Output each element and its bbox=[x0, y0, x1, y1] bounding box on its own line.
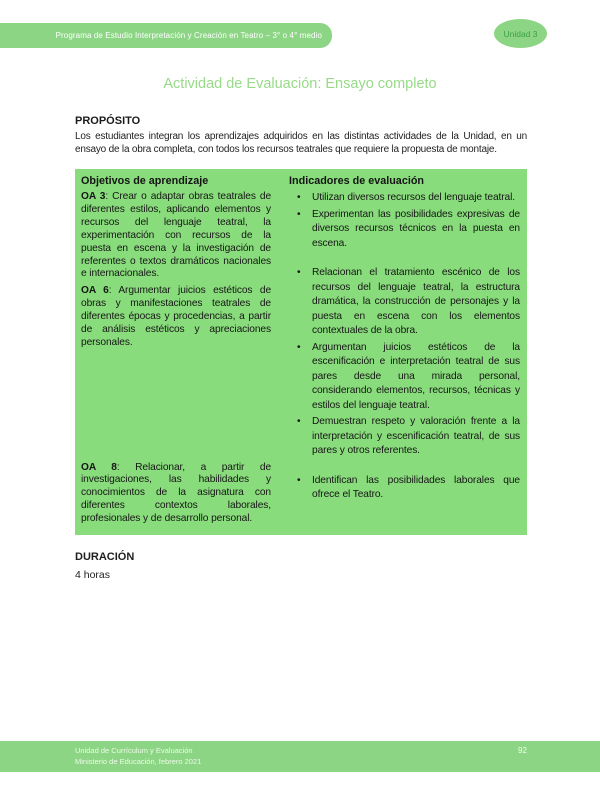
proposito-body: Los estudiantes integran los aprendizajes adquiridos en las distintas actividades de la Unidad, en un ensayo de la obra completa, con todos los recursos teatrales que requiere la propuesta de montaje. bbox=[75, 131, 527, 156]
oa3-text: : Crear o adaptar obras teatrales de diferentes estilos, aplicando elementos y recursos del lenguaje teatral, la experimentación con recursos de la puesta en escena y la investigación de referentes o textos dramáticos nacionales e internacionales. bbox=[81, 191, 272, 280]
oa6-text: : Argumentar juicios estéticos de obras y manifestaciones teatrales de diferentes épocas y procedencias, a partir de análisis estéticos y apreciaciones personales. bbox=[81, 285, 272, 348]
objectives-indicators-table bbox=[75, 169, 527, 534]
indicator-text: Argumentan juicios estéticos de la escenificación e interpretación teatral de sus pares desde una mirada personal, considerando elementos, recursos, técnicas y estilos del lenguaje teatral. bbox=[312, 341, 520, 411]
objective-oa3 bbox=[81, 191, 271, 281]
footer-bar bbox=[0, 741, 600, 772]
footer-line2: Ministerio de Educación, febrero 2021 bbox=[75, 757, 202, 767]
page-number: 92 bbox=[518, 746, 527, 755]
indicators-column bbox=[280, 169, 527, 534]
bullet-icon bbox=[297, 415, 312, 458]
bullet-icon bbox=[297, 191, 312, 205]
objective-oa8 bbox=[81, 462, 271, 526]
bullet-icon bbox=[297, 474, 312, 503]
duracion-value: 4 horas bbox=[75, 568, 111, 581]
unit-badge bbox=[494, 19, 547, 48]
oa3-label: OA 3 bbox=[81, 191, 106, 203]
indicator-item bbox=[289, 208, 520, 251]
oa8-text: : Relacionar, a partir de investigaciones, las habilidades y conocimientos de la asignatura con diferentes contextos laborales, profesionales y de desarrollo personal. bbox=[81, 461, 272, 524]
indicator-text: Utilizan diversos recursos del lenguaje teatral. bbox=[312, 192, 516, 204]
objectives-column bbox=[75, 169, 280, 534]
footer-credits bbox=[75, 745, 201, 768]
oa6-label: OA 6 bbox=[81, 285, 109, 297]
footer-line1: Unidad de Currículum y Evaluación bbox=[75, 746, 193, 755]
objective-oa6 bbox=[81, 285, 271, 349]
indicator-item bbox=[289, 266, 520, 338]
indicator-text: Experimentan las posibilidades expresivas de diversos recursos técnicos en la puesta en escena. bbox=[312, 208, 520, 249]
proposito-heading: PROPÓSITO bbox=[75, 115, 141, 127]
objectives-column-header: Objetivos de aprendizaje bbox=[81, 175, 209, 188]
indicator-item bbox=[289, 191, 520, 205]
duracion-heading: DURACIÓN bbox=[75, 550, 135, 563]
page-content bbox=[75, 115, 527, 581]
indicator-item bbox=[289, 474, 520, 503]
page-title: Actividad de Evaluación: Ensayo completo bbox=[163, 76, 437, 92]
program-header-bar bbox=[0, 23, 332, 48]
indicator-text: Relacionan el tratamiento escénico de los recursos del lenguaje teatral, la estructura dramática, la construcción de personajes y la puesta en escena con los elementos contextuales de la obra. bbox=[312, 267, 520, 337]
unit-badge-label: Unidad 3 bbox=[503, 28, 538, 39]
indicators-column-header: Indicadores de evaluación bbox=[289, 175, 425, 188]
program-title: Programa de Estudio Interpretación y Creación en Teatro – 3° o 4° medio bbox=[55, 31, 322, 40]
indicator-item bbox=[289, 415, 520, 458]
indicator-text: Identifican las posibilidades laborales que ofrece el Teatro. bbox=[312, 474, 520, 501]
indicator-item bbox=[289, 341, 520, 413]
bullet-icon bbox=[297, 341, 312, 413]
bullet-icon bbox=[297, 208, 312, 251]
bullet-icon bbox=[297, 266, 312, 338]
indicator-text: Demuestran respeto y valoración frente a la interpretación y escenificación teatral, de sus pares y otros referentes. bbox=[312, 416, 520, 457]
oa8-label: OA 8 bbox=[81, 461, 117, 473]
